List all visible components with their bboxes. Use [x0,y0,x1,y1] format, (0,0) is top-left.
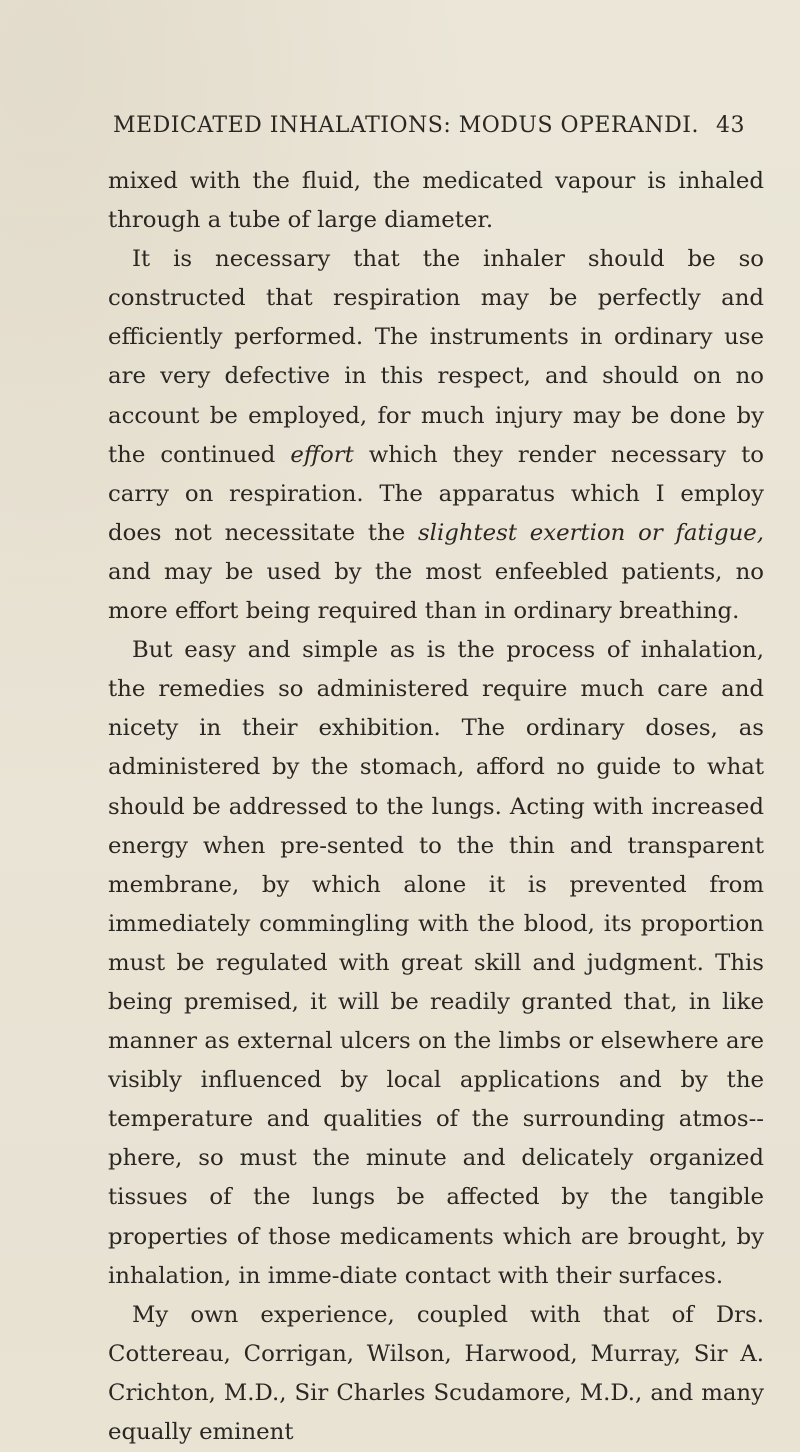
running-head: MEDICATED INHALATIONS: MODUS OPERANDI. [113,113,699,138]
paragraph [108,162,764,240]
text-run: and may be used by the most enfeebled patients, no more effort being required than in ordinary breathing. [108,558,764,625]
paragraph [108,240,764,631]
text-run: which they render necessary to carry on respiration. The apparatus which I employ does not necessitate the [108,441,764,546]
paragraph [108,1296,764,1452]
text-run: mixed with the fluid, the medicated vapour is inhaled through a tube of large diameter. [108,168,764,234]
page-number: 43 [716,113,745,138]
italic-text: effort [290,441,354,468]
paragraph [108,631,764,1296]
text-run: It is necessary that the inhaler should be so constructed that respiration may be perfectly and efficiently performed. The instruments in ordinary use are very defective in this respect, and should on no account be employed, for much injury may be done by the continued [108,246,764,468]
text-run: My own experience, coupled with that of Drs. Cottereau, Corrigan, Wilson, Harwood, Murray, Sir A. Crichton, M.D., Sir Charles Scudamore, M.D., and many equally eminent [108,1301,764,1445]
italic-text: slightest exertion or fatigue, [417,519,764,546]
page-header [113,113,753,143]
body-text [108,162,764,1452]
text-run: But easy and simple as is the process of inhalation, the remedies so administered require much care and nicety in their exhibition. The ordinary doses, as administered by the stomach, afford no guide to what should be addressed to the lungs. Acting with increased energy when pre-sented to the thin and transparent membrane, by which alone it is prevented from immediately commingling with the blood, its proportion must be regulated with great skill and judgment. This being premised, it will be readily granted that, in like manner as external ulcers on the limbs or elsewhere are visibly influenced by local applications and by the temperature and qualities of the surrounding atmos-phere, so must the minute and delicately organized tissues of the lungs be affected by the tangible properties of those medicaments which are brought, by inhalation, in imme-diate contact with their surfaces. [108,637,764,1289]
